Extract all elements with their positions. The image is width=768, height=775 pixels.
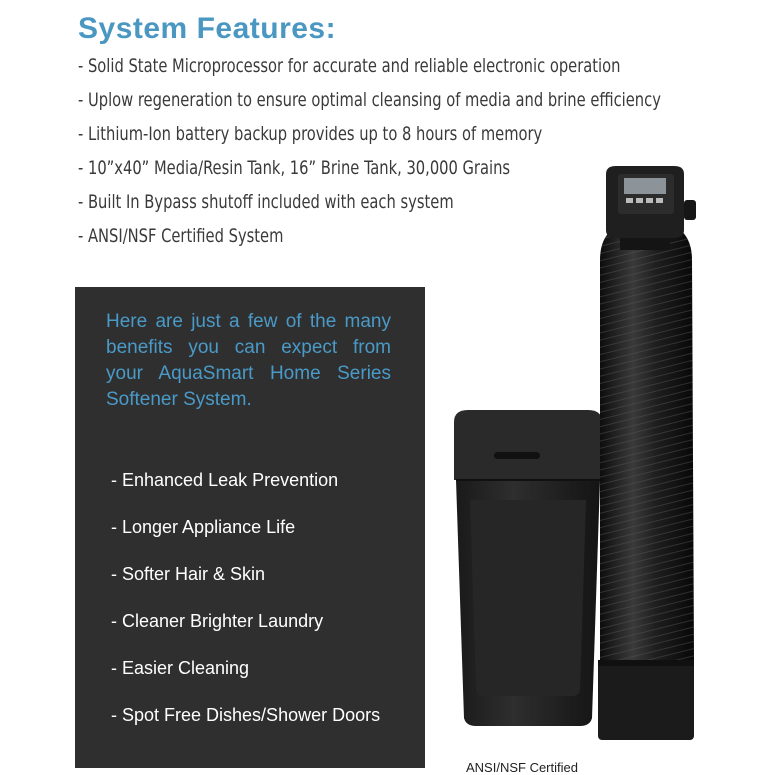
- benefit-item: - Longer Appliance Life: [111, 517, 296, 537]
- benefit-item: - Easier Cleaning: [111, 658, 250, 678]
- benefit-item: - Softer Hair & Skin: [111, 564, 266, 584]
- benefit-item: - Spot Free Dishes/Shower Doors: [111, 705, 381, 725]
- feature-item: - Lithium-Ion battery backup provides up to 8 hours of memory: [78, 123, 543, 145]
- resin-tank: [598, 220, 694, 740]
- feature-item: - Built In Bypass shutoff included with each system: [78, 191, 454, 213]
- feature-item: - Uplow regeneration to ensure optimal cleansing of media and brine efficiency: [78, 89, 661, 111]
- lcd-display: [624, 178, 666, 194]
- benefit-item: - Cleaner Brighter Laundry: [111, 611, 324, 631]
- benefits-list: [111, 465, 380, 747]
- feature-item: - ANSI/NSF Certified System: [78, 225, 284, 247]
- water-softener-image: [440, 160, 740, 760]
- benefits-intro: Here are just a few of the many benefits you can expect from your AquaSmart Home Series Softener System.: [106, 311, 391, 410]
- brine-lid-handle: [494, 452, 540, 459]
- benefit-item: - Enhanced Leak Prevention: [111, 470, 339, 490]
- product-caption: ANSI/NSF Certified: [466, 760, 578, 775]
- brine-tank: [454, 410, 602, 726]
- benefits-panel: [75, 287, 425, 768]
- features-title: System Features:: [78, 12, 337, 45]
- feature-item: - 10”x40” Media/Resin Tank, 16” Brine Tank, 30,000 Grains: [78, 157, 511, 179]
- feature-item: - Solid State Microprocessor for accurate and reliable electronic operation: [78, 55, 621, 77]
